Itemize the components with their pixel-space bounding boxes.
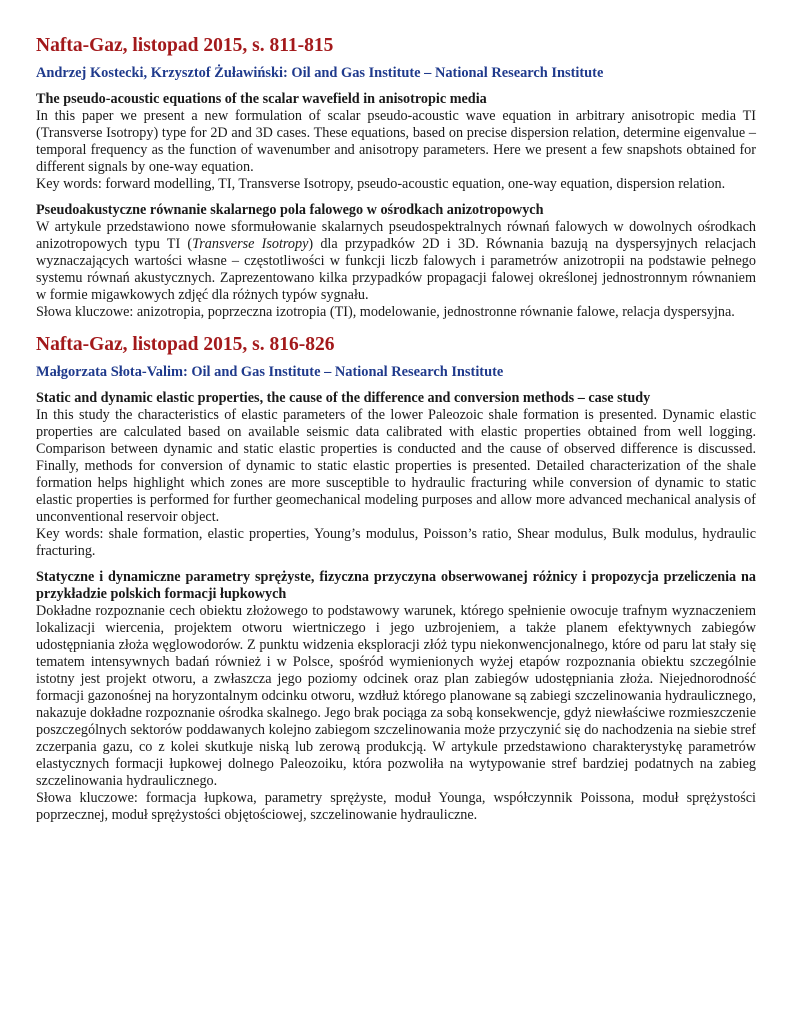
polish-keywords: Słowa kluczowe: anizotropia, poprzeczna izotropia (TI), modelowanie, jednostronne równanie falowe, relacja dyspersyjna.	[36, 304, 735, 320]
polish-title: Statyczne i dynamiczne parametry sprężyste, fizyczna przyczyna obserwowanej różnicy i propozycja przeliczenia na przykładzie polskich formacji łupkowych	[36, 569, 756, 602]
polish-abstract-part-1: W artykule przedstawiono nowe sformułowanie skalarnych pseudospektralnych równań falowych w dowolnych ośrodkach anizotropowych typu TI (	[36, 219, 756, 252]
section-1	[36, 34, 756, 321]
polish-abstract-italic: Transverse Isotropy	[192, 236, 309, 252]
english-keywords: Key words: forward modelling, TI, Transverse Isotropy, pseudo-acoustic equation, one-way equation, dispersion relation.	[36, 176, 726, 192]
section-title: Nafta-Gaz, listopad 2015, s. 816-826	[36, 334, 335, 355]
english-abstract: In this study the characteristics of elastic parameters of the lower Paleozoic shale formation is presented. Dynamic elastic properties are calculated based on available seismic data calibrated with elastic properties obtained from well logging. Comparison between dynamic and static elastic properties is conducted and the cause of observed difference is discussed. Finally, methods for conversion of dynamic to static elastic properties is presented. Detailed characterization of the shale formation helps highlight which zones are more susceptible to hydraulic fracturing while conversion of dynamic to static elastic properties is performed for further geomechanical modeling purposes and allow more advanced mechanical analysis of unconventional reservoir object.	[36, 407, 756, 525]
polish-abstract	[36, 219, 756, 304]
polish-title: Pseudoakustyczne równanie skalarnego pola falowego w ośrodkach anizotropowych	[36, 202, 544, 218]
polish-keywords: Słowa kluczowe: formacja łupkowa, parametry sprężyste, moduł Younga, współczynnik Poissona, moduł sprężystości poprzecznej, moduł sprężystości objętościowej, szczelinowanie hydrauliczne.	[36, 790, 756, 823]
polish-abstract-part-2: ) dla przypadków 2D i 3D. Równania bazują na dyspersyjnych relacjach wyznaczających wartości własne – częstotliwości w funkcji liczb falowych i parametrów anizotropii na podstawie pełnego systemu równań akustycznych. Zaprezentowano kilka przypadków propagacji falowej określonej jednostronnym równaniem w formie migawkowych zdjęć dla różnych typów sygnału.	[36, 236, 757, 303]
section-title: Nafta-Gaz, listopad 2015, s. 811-815	[36, 35, 334, 56]
english-keywords: Key words: shale formation, elastic properties, Young’s modulus, Poisson’s ratio, Shear modulus, Bulk modulus, hydraulic fracturing.	[36, 526, 756, 559]
english-abstract: In this paper we present a new formulation of scalar pseudo-acoustic wave equation in arbitrary anisotropic media TI (Transverse Isotropy) type for 2D and 3D cases. These equations, based on precise dispersion relation, determine eigenvalue – temporal frequency as the function of wavenumber and anisotropy parameters. Here we present a few snapshots obtained for different signals by one-way equation.	[36, 108, 756, 175]
document-page	[36, 34, 756, 824]
section-authors: Andrzej Kostecki, Krzysztof Żuławiński: Oil and Gas Institute – National Research Institute	[36, 65, 604, 81]
english-title: Static and dynamic elastic properties, the cause of the difference and conversion methods – case study	[36, 390, 651, 406]
section-authors: Małgorzata Słota-Valim: Oil and Gas Institute – National Research Institute	[36, 364, 504, 380]
english-title: The pseudo-acoustic equations of the scalar wavefield in anisotropic media	[36, 91, 487, 107]
section-2	[36, 333, 756, 824]
polish-abstract: Dokładne rozpoznanie cech obiektu złożowego to podstawowy warunek, którego spełnienie owocuje trafnym wyznaczeniem lokalizacji wiercenia, projektem otworu wiertniczego i jego uzbrojeniem, a także planem efektywnych zabiegów udostępniania złoża węglowodorów. Z punktu widzenia eksploracji złóż typu niekonwencjonalnego, które od paru lat stały się tematem intensywnych badań również i w Polsce, spośród wymienionych wyżej etapów rozpoznania obiektu szczególnie istotny jest projekt otworu, a zwłaszcza jego poziomy odcinek oraz plan zabiegów udostępniania złoża. Niejednorodność formacji gazonośnej na horyzontalnym odcinku otworu, wzdłuż którego planowane są zabiegi szczelinowania hydraulicznego, nakazuje dokładne rozpoznanie ośrodka skalnego. Jego brak pociąga za sobą konsekwencje, gdyż niewłaściwe rozmieszczenie poszczególnych sektorów poddawanych kolejno zabiegom szczelinowania może przyczynić się do nachodzenia na siebie stref zczerpania gazu, co z kolei skutkuje niską lub zerową produkcją. W artykule przedstawiono charakterystykę parametrów elastycznych formacji łupkowej dolnego Paleozoiku, która pozwoliła na wytypowanie stref bardziej podatnych na zabieg szczelinowania hydraulicznego.	[36, 603, 756, 789]
